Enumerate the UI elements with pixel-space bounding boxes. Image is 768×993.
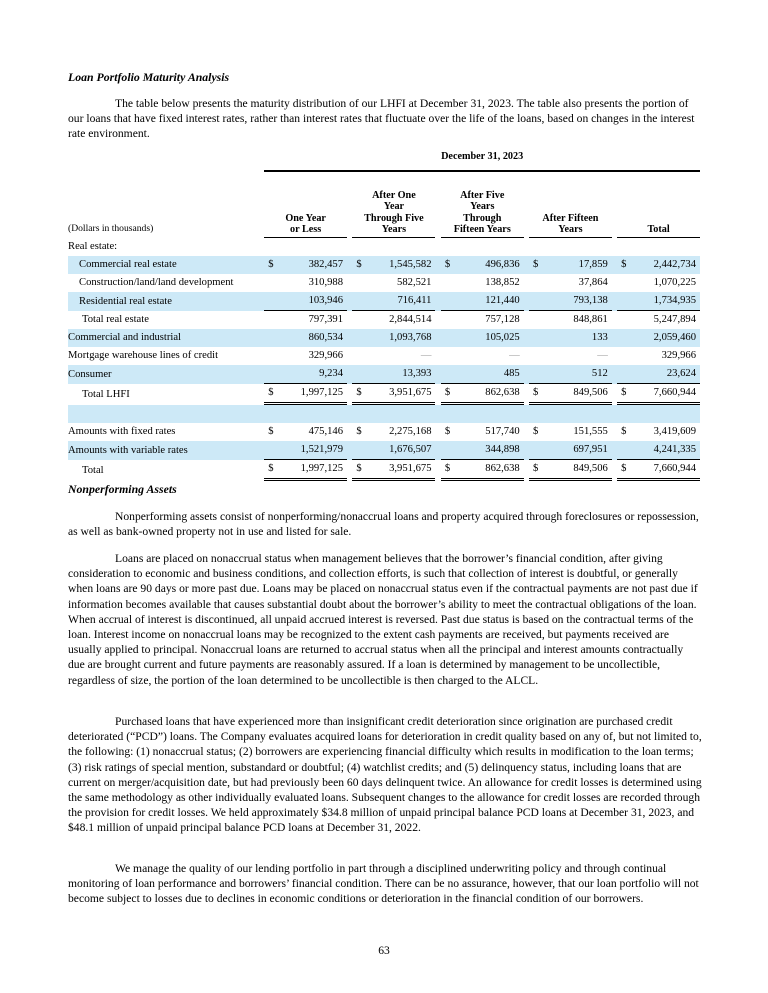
column-header-one-to-five: After One Year Through Five Years: [352, 172, 435, 238]
table-row-total: Total LHFI $ 1,997,125 $ 3,951,675 $ 862,638 $ 849,506 $ 7,660,944: [68, 384, 700, 405]
paragraph-nonperforming-4: We manage the quality of our lending portfolio in part through a disciplined underwriting policy and through continual monitoring of loan performance and borrowers’ financial condition. There can be no assurance, however, that our loan portfolio will not become subject to losses due to declines in economic conditions or deterioration in the financial condition of our borrowers.: [68, 862, 699, 906]
period-header-row: [68, 148, 700, 166]
units-caption: (Dollars in thousands): [68, 222, 154, 234]
table-row: Residential real estate 103,946 716,411 121,440 793,138 1,734,935: [68, 292, 700, 311]
period-header: December 31, 2023: [441, 151, 524, 163]
table-row: Consumer 9,234 13,393 485 512 23,624: [68, 365, 700, 384]
column-header-total: Total: [617, 172, 700, 238]
column-header-one-year: One Year or Less: [264, 172, 347, 238]
paragraph-nonperforming-1: Nonperforming assets consist of nonperforming/nonaccrual loans and property acquired through foreclosures or repossession, as well as bank-owned property not in use and listed for sale.: [68, 510, 699, 539]
column-header-row: [68, 172, 700, 238]
table-spacer-row: [68, 405, 700, 423]
maturity-table: [68, 148, 700, 481]
table-row-subtotal: Total real estate 797,391 2,844,514 757,128 848,861 5,247,894: [82, 314, 696, 326]
table-row: Real estate:: [68, 241, 118, 253]
table-row: Construction/land/land development 310,988 582,521 138,852 37,864 1,070,225: [79, 277, 696, 289]
intro-paragraph: The table below presents the maturity distribution of our LHFI at December 31, 2023. The table also presents the portion of our loans that have fixed interest rates, rather than interest rates that fluctuate over the life of the loans, based on changes in the interest rate environment.: [68, 97, 695, 141]
column-header-five-to-fifteen: After Five Years Through Fifteen Years: [441, 172, 524, 238]
table-row: Amounts with fixed rates $ 475,146 $ 2,275,168 $ 517,740 $ 151,555 $ 3,419,609: [68, 426, 696, 438]
page-number: 63: [378, 944, 390, 957]
table-row: Amounts with variable rates 1,521,979 1,676,507 344,898 697,951 4,241,335: [68, 441, 700, 460]
table-row-total: Total $ 1,997,125 $ 3,951,675 $ 862,638 $ 849,506 $ 7,660,944: [68, 460, 700, 481]
paragraph-nonperforming-3: Purchased loans that have experienced more than insignificant credit deterioration since origination are purchased credit deteriorated (“PCD”) loans. The Company evaluates acquired loans for deterioration in credit quality based on any of, but not limited to, the following: (1) nonaccrual status; (2) borrowers are experiencing financial difficulty which results in modification to the loan terms; (3) risk ratings of special mention, substandard or doubtful; (4) watchlist credits; and (5) delinquency status, including loans that are current on merger/acquisition date, but had previously been 60 days delinquent twice. An allowance for credit losses is determined using the same methodology as other individually evaluated loans. Subsequent changes to the allowance for credit losses are recorded through the provision for credit losses. We held approximately $34.8 million of unpaid principal balance PCD loans at December 31, 2023, and $48.1 million of unpaid principal balance PCD loans at December 31, 2022.: [68, 715, 702, 835]
table-row: Mortgage warehouse lines of credit 329,966 — — — 329,966: [68, 350, 696, 362]
section-title-maturity: Loan Portfolio Maturity Analysis: [68, 70, 230, 84]
table-row: Commercial and industrial 860,534 1,093,768 105,025 133 2,059,460: [68, 329, 700, 347]
section-title-nonperforming: Nonperforming Assets: [68, 482, 177, 496]
table-row: Commercial real estate $ 382,457 $ 1,545,582 $ 496,836 $ 17,859 $ 2,442,734: [68, 256, 700, 274]
column-header-after-fifteen: After Fifteen Years: [529, 172, 612, 238]
paragraph-nonperforming-2: Loans are placed on nonaccrual status when management believes that the borrower’s financial condition, after giving consideration to economic and business conditions, and collection efforts, is such that collection of interest is doubtful, or generally when loans are 90 days or more past due. Loans may be placed on nonaccrual status even if the contractual payments are not past due if information becomes available that causes substantial doubt about the borrower’s ability to meet the contractual obligations of the loan. When accrual of interest is discontinued, all unpaid accrued interest is reversed. Past due status is based on the contractual terms of the loan. Interest income on nonaccrual loans may be recognized to the extent cash payments are received, but payments received are usually applied to principal. Nonaccrual loans are returned to accrual status when all the principal and interest amounts contractually due are brought current and future payments are reasonably assured. If a loan is determined by management to be uncollectible, regardless of size, the portion of the loan determined to be uncollectible is then charged to the ALCL.: [68, 552, 698, 687]
